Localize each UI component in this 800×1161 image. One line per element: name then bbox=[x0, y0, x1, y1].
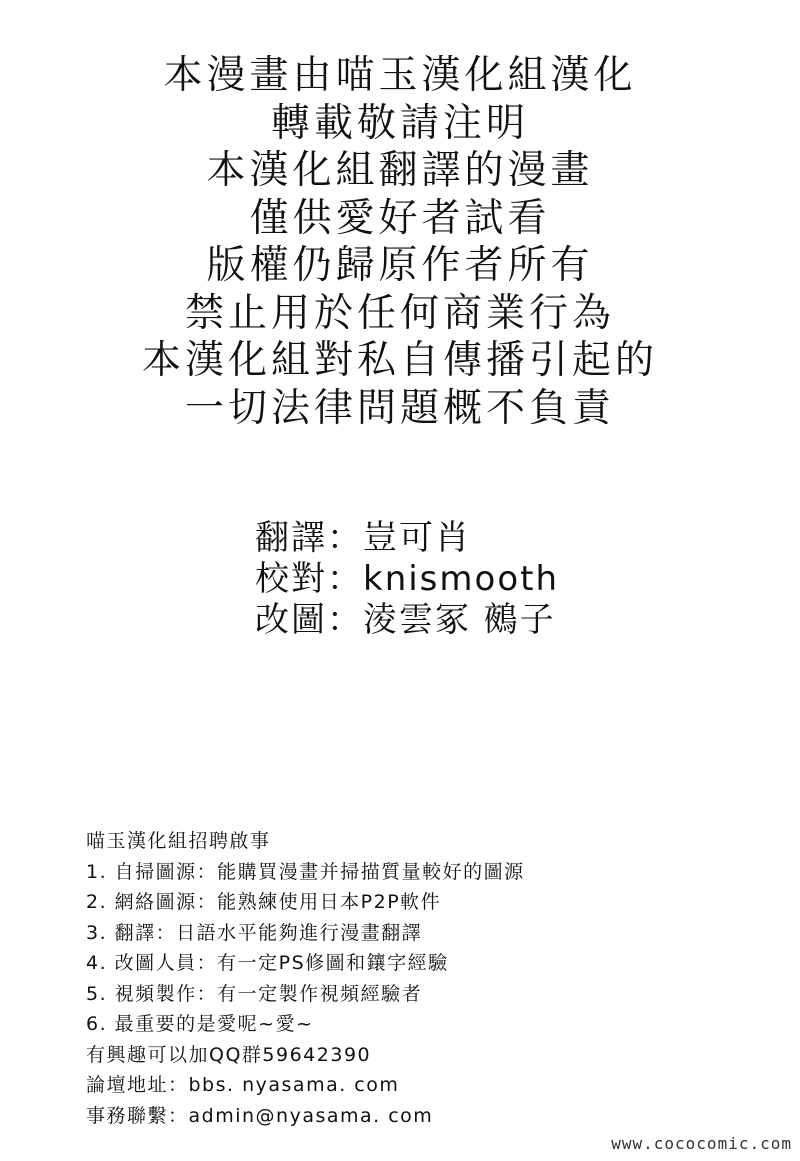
credit-role: 校對 bbox=[255, 559, 327, 599]
credit-editor: 改圖：淩雲冢 鵺子 bbox=[255, 600, 556, 640]
recruit-item: 2. 網絡圖源：能熟練使用日本P2P軟件 bbox=[86, 891, 442, 913]
credit-name: 豈可肖 bbox=[363, 518, 471, 558]
notice-line: 本漢化組翻譯的漫畫 bbox=[206, 148, 594, 193]
notice-line: 一切法律問題概不負責 bbox=[184, 385, 615, 431]
credit-role: 翻譯 bbox=[255, 518, 327, 558]
forum-address-line: 論壇地址：bbs. nyasama. com bbox=[86, 1074, 400, 1096]
recruit-item: 6. 最重要的是愛呢~愛~ bbox=[86, 1013, 314, 1035]
recruit-item: 1. 自掃圖源：能購買漫畫并掃描質量較好的圖源 bbox=[86, 860, 525, 883]
contact-email-line: 事務聯繫：admin@nyasama. com bbox=[86, 1104, 434, 1127]
notice-line: 本漫畫由喵玉漢化組漢化 bbox=[163, 53, 637, 98]
credit-name: 淩雲冢 鵺子 bbox=[363, 600, 556, 640]
staff-credits bbox=[255, 518, 559, 641]
qq-group-line: 有興趣可以加QQ群59642390 bbox=[86, 1043, 372, 1066]
notice-line: 轉載敬請注明 bbox=[270, 100, 529, 146]
copyright-notice bbox=[0, 52, 800, 432]
credit-role: 改圖 bbox=[255, 600, 327, 640]
credit-proofreader: 校對：knismooth bbox=[255, 559, 560, 599]
notice-line: 版權仍歸原作者所有 bbox=[206, 243, 594, 288]
recruit-item: 5. 視頻製作：有一定製作視頻經驗者 bbox=[86, 982, 423, 1005]
recruit-item: 4. 改圖人員：有一定PS修圖和鑲字經驗 bbox=[86, 952, 449, 974]
credit-translator: 翻譯：豈可肖 bbox=[255, 518, 471, 558]
recruit-title: 喵玉漢化組招聘啟事 bbox=[86, 830, 271, 852]
recruit-item: 3. 翻譯：日語水平能夠進行漫畫翻譯 bbox=[86, 921, 423, 944]
notice-line: 僅供愛好者試看 bbox=[249, 195, 551, 241]
recruitment-notice bbox=[86, 826, 525, 1131]
notice-line: 禁止用於任何商業行為 bbox=[184, 290, 615, 336]
site-watermark: www.cococomic.com bbox=[611, 1134, 792, 1153]
notice-line: 本漢化組對私自傳播引起的 bbox=[141, 338, 658, 383]
credit-name: knismooth bbox=[363, 559, 560, 599]
